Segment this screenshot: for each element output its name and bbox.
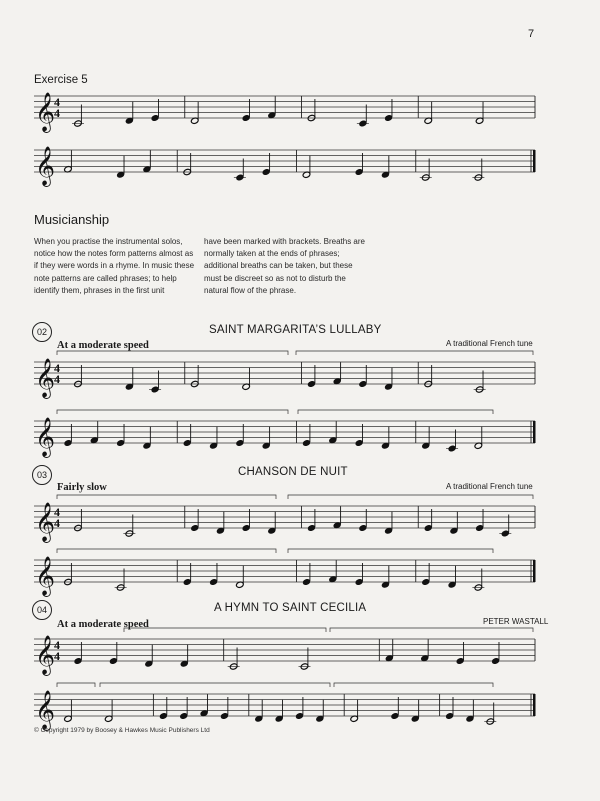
time-signature-bottom: 4	[54, 106, 60, 120]
note	[474, 371, 486, 394]
note	[216, 512, 225, 535]
phrase-bracket	[57, 549, 276, 553]
treble-clef-icon: 𝄞	[35, 92, 56, 132]
note	[295, 697, 304, 720]
note	[149, 371, 161, 394]
note	[448, 566, 457, 589]
time-signature-top: 4	[54, 638, 60, 652]
note	[116, 424, 125, 447]
phrase-bracket	[57, 351, 288, 355]
note	[381, 566, 390, 589]
note	[268, 96, 277, 119]
note	[159, 697, 168, 720]
note	[329, 560, 338, 583]
note	[316, 700, 325, 723]
phrase-bracket	[57, 410, 288, 414]
phrase-bracket	[288, 495, 533, 499]
piece-number-badge: 03	[32, 465, 52, 485]
final-bar-thick	[533, 560, 536, 582]
note	[421, 427, 430, 450]
piece-number-badge: 02	[32, 322, 52, 342]
time-signature-bottom: 4	[54, 372, 60, 386]
note	[381, 156, 390, 179]
note	[74, 642, 83, 665]
note	[183, 563, 192, 586]
staff-p03-line1	[34, 495, 535, 543]
musicianship-paragraph-1: When you practise the instrumental solos, notice how the notes form patterns almost as if they were words in a rhyme. In music these note patterns are called phrases; to help identify them, phrases in the first unit	[34, 237, 195, 295]
note	[179, 697, 188, 720]
piece-title: SAINT MARGARITA’S LULLABY	[209, 324, 382, 336]
note	[234, 159, 246, 182]
treble-clef-icon: 𝄞	[35, 146, 56, 186]
note	[143, 150, 152, 173]
note	[262, 427, 271, 450]
staff-p03-line2	[34, 549, 536, 597]
note	[180, 645, 189, 668]
staff-p02-line2	[34, 410, 536, 458]
note	[359, 509, 368, 532]
time-signature-top: 4	[54, 505, 60, 519]
note	[307, 509, 316, 532]
staff-ex5-line2	[34, 146, 536, 187]
note	[64, 424, 73, 447]
final-bar-thick	[533, 421, 536, 443]
final-bar-thick	[533, 150, 536, 172]
note	[104, 700, 113, 723]
treble-clef-icon: 𝄞	[35, 556, 56, 596]
note	[475, 102, 484, 125]
note	[424, 509, 433, 532]
note	[209, 427, 218, 450]
note	[72, 105, 84, 128]
note	[420, 159, 432, 182]
staff-p04-line1	[34, 628, 535, 676]
note	[445, 697, 454, 720]
note	[116, 156, 125, 179]
note	[446, 430, 458, 453]
phrase-bracket	[100, 683, 330, 687]
note	[385, 639, 394, 662]
treble-clef-icon: 𝄞	[35, 690, 56, 730]
phrase-bracket	[288, 549, 493, 553]
note	[466, 700, 475, 723]
note	[64, 700, 73, 723]
note	[450, 512, 459, 535]
note	[355, 153, 364, 176]
note	[456, 642, 465, 665]
note	[329, 421, 338, 444]
note	[299, 648, 311, 671]
phrase-bracket	[334, 683, 493, 687]
note	[355, 563, 364, 586]
note	[268, 512, 277, 535]
treble-clef-icon: 𝄞	[35, 635, 56, 675]
note	[242, 368, 251, 391]
note	[242, 99, 251, 122]
note	[255, 700, 264, 723]
phrase-bracket	[298, 410, 493, 414]
note	[183, 424, 192, 447]
note	[151, 99, 160, 122]
piece-title: A HYMN TO SAINT CECILIA	[214, 602, 367, 614]
musicianship-heading: Musicianship	[34, 212, 110, 227]
note	[145, 645, 154, 668]
note	[125, 102, 134, 125]
note	[190, 509, 199, 532]
phrase-bracket	[124, 628, 326, 632]
note	[357, 105, 369, 128]
note	[262, 153, 271, 176]
time-signature-top: 4	[54, 361, 60, 375]
note	[275, 700, 284, 723]
note	[381, 427, 390, 450]
treble-clef-icon: 𝄞	[35, 417, 56, 457]
treble-clef-icon: 𝄞	[35, 502, 56, 542]
piece-number-badge: 04	[32, 600, 52, 620]
tempo-marking: Fairly slow	[57, 482, 107, 493]
note	[64, 150, 73, 173]
note	[499, 515, 511, 538]
staff-ex5-line1	[34, 92, 535, 133]
note	[302, 156, 311, 179]
note	[242, 509, 251, 532]
note	[333, 362, 342, 385]
note	[472, 569, 484, 592]
time-signature-bottom: 4	[54, 516, 60, 530]
note	[109, 642, 118, 665]
composer-credit: PETER WASTALL	[483, 617, 549, 626]
exercise-title: Exercise 5	[34, 74, 88, 86]
note	[359, 365, 368, 388]
note	[411, 700, 420, 723]
note	[302, 563, 311, 586]
composer-credit: A traditional French tune	[446, 339, 533, 348]
note	[384, 99, 393, 122]
time-signature-bottom: 4	[54, 649, 60, 663]
phrase-bracket	[296, 351, 533, 355]
note	[236, 424, 245, 447]
tempo-marking: At a moderate speed	[57, 340, 149, 351]
note	[391, 697, 400, 720]
note	[90, 421, 99, 444]
note	[307, 365, 316, 388]
note	[484, 703, 496, 726]
note	[220, 697, 229, 720]
phrase-bracket	[330, 628, 533, 632]
note	[190, 102, 199, 125]
final-bar-thick	[533, 694, 536, 716]
composer-credit: A traditional French tune	[446, 482, 533, 491]
note	[491, 642, 500, 665]
copyright-notice: © Copyright 1979 by Boosey & Hawkes Music Publishers Ltd	[34, 727, 210, 734]
treble-clef-icon: 𝄞	[35, 358, 56, 398]
note	[115, 569, 127, 592]
note	[355, 424, 364, 447]
staff-p04-line2	[34, 683, 536, 731]
staff-p02-line1	[34, 351, 535, 399]
note	[384, 512, 393, 535]
note	[475, 509, 484, 532]
piece-title: CHANSON DE NUIT	[238, 466, 348, 478]
note	[420, 639, 429, 662]
phrase-bracket	[57, 683, 95, 687]
note	[228, 648, 240, 671]
time-signature-top: 4	[54, 95, 60, 109]
note	[302, 424, 311, 447]
note	[200, 694, 209, 717]
note	[143, 427, 152, 450]
note	[421, 563, 430, 586]
page-number: 7	[528, 28, 535, 40]
note	[424, 102, 433, 125]
note	[125, 368, 134, 391]
note	[333, 506, 342, 529]
note	[123, 515, 135, 538]
musicianship-paragraph-2: have been marked with brackets. Breaths are normally taken at the ends of phrases; additional breaths can be taken, but these must be discreet so as not to disturb the natural flow of the phrase.	[204, 237, 365, 295]
note	[384, 368, 393, 391]
tempo-marking: At a moderate speed	[57, 619, 149, 630]
note	[209, 563, 218, 586]
note	[474, 427, 483, 450]
note	[350, 700, 359, 723]
note	[236, 566, 245, 589]
phrase-bracket	[57, 495, 276, 499]
note	[472, 159, 484, 182]
